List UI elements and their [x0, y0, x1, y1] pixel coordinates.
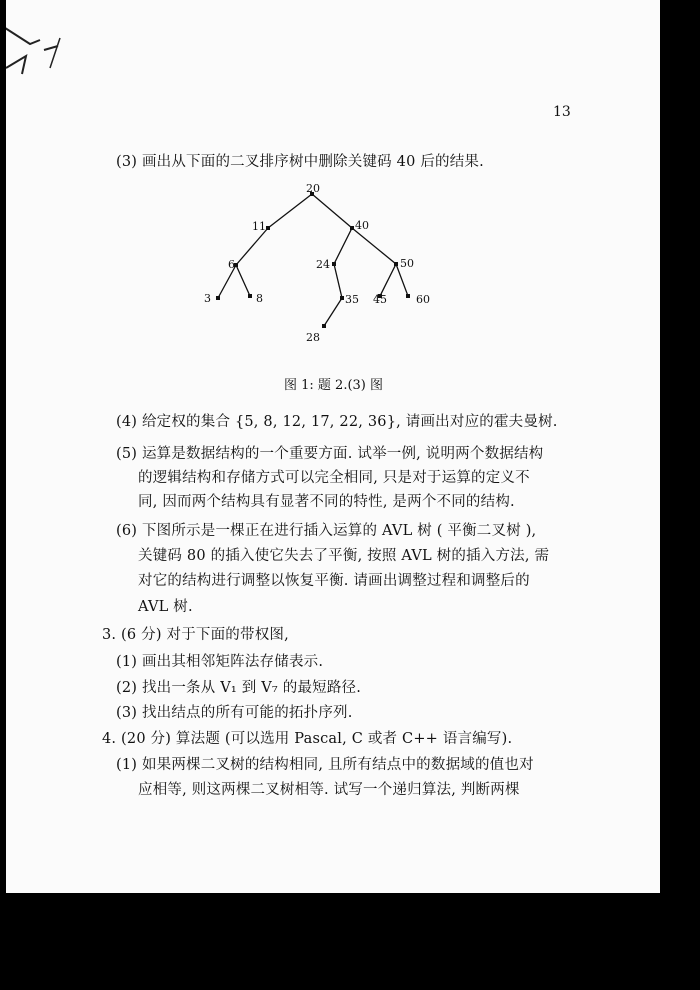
tree-node-label-50: 50: [400, 257, 414, 270]
question-2-6-line-3: 对它的结构进行调整以恢复平衡. 请画出调整过程和调整后的: [138, 573, 530, 589]
binary-sort-tree-figure: [190, 176, 450, 346]
tree-node-label-40: 40: [355, 219, 369, 232]
tree-node-8: [248, 294, 252, 298]
question-4: 4. (20 分) 算法题 (可以选用 Pascal, C 或者 C++ 语言编写).: [102, 731, 513, 747]
tree-edge-n20-n40: [312, 194, 352, 228]
question-4-1-line-1: (1) 如果两棵二叉树的结构相同, 且所有结点中的数据域的值也对: [116, 757, 534, 773]
tree-edge-n11-n6: [236, 228, 268, 265]
tree-node-3: [216, 296, 220, 300]
question-4-1-line-2: 应相等, 则这两棵二叉树相等. 试写一个递归算法, 判断两棵: [138, 782, 520, 798]
tree-node-label-3: 3: [204, 292, 211, 305]
question-3: 3. (6 分) 对于下面的带权图,: [102, 627, 289, 643]
question-2-5-line-3: 同, 因而两个结构具有显著不同的特性, 是两个不同的结构.: [138, 494, 515, 510]
tree-node-24: [332, 262, 336, 266]
figure-caption: 图 1: 题 2.(3) 图: [284, 378, 383, 393]
tree-node-label-28: 28: [306, 331, 320, 344]
tree-node-label-60: 60: [416, 293, 430, 306]
tree-node-label-24: 24: [316, 258, 330, 271]
tree-node-label-11: 11: [252, 220, 266, 233]
tree-edge-n40-n24: [334, 228, 352, 264]
question-2-6-line-2: 关键码 80 的插入使它失去了平衡, 按照 AVL 树的插入方法, 需: [138, 548, 550, 564]
tree-node-11: [266, 226, 270, 230]
tree-edge-n35-n28: [324, 298, 342, 326]
tree-edge-n20-n11: [268, 194, 312, 228]
tree-edge-n24-n35: [334, 264, 342, 298]
tree-node-40: [350, 226, 354, 230]
tree-node-50: [394, 262, 398, 266]
page-number: 13: [553, 104, 571, 120]
tree-edge-n40-n50: [352, 228, 396, 264]
tree-node-label-35: 35: [345, 293, 359, 306]
tree-node-label-6: 6: [228, 258, 235, 271]
tree-node-28: [322, 324, 326, 328]
question-2-5-line-2: 的逻辑结构和存储方式可以完全相同, 只是对于运算的定义不: [138, 470, 530, 486]
question-2-3: (3) 画出从下面的二叉排序树中删除关键码 40 后的结果.: [116, 154, 484, 170]
tree-edge-n50-n45: [380, 264, 396, 296]
scan-mark-icon: [0, 18, 80, 98]
question-2-5-line-1: (5) 运算是数据结构的一个重要方面. 试举一例, 说明两个数据结构: [116, 446, 544, 462]
question-3-3: (3) 找出结点的所有可能的拓扑序列.: [116, 705, 353, 721]
tree-edge-n6-n8: [236, 265, 250, 296]
scan-border: [0, 0, 6, 990]
question-3-1: (1) 画出其相邻矩阵法存储表示.: [116, 654, 324, 670]
question-2-4: (4) 给定权的集合 {5, 8, 12, 17, 22, 36}, 请画出对应的霍夫曼树.: [116, 414, 558, 430]
tree-node-label-45: 45: [373, 293, 387, 306]
question-3-2: (2) 找出一条从 V₁ 到 V₇ 的最短路径.: [116, 680, 362, 696]
tree-node-35: [340, 296, 344, 300]
tree-node-label-20: 20: [306, 182, 320, 195]
tree-node-60: [406, 294, 410, 298]
tree-node-label-8: 8: [256, 292, 263, 305]
question-2-6-line-1: (6) 下图所示是一棵正在进行插入运算的 AVL 树 ( 平衡二叉树 ),: [116, 523, 537, 539]
question-2-6-line-4: AVL 树.: [138, 599, 193, 615]
